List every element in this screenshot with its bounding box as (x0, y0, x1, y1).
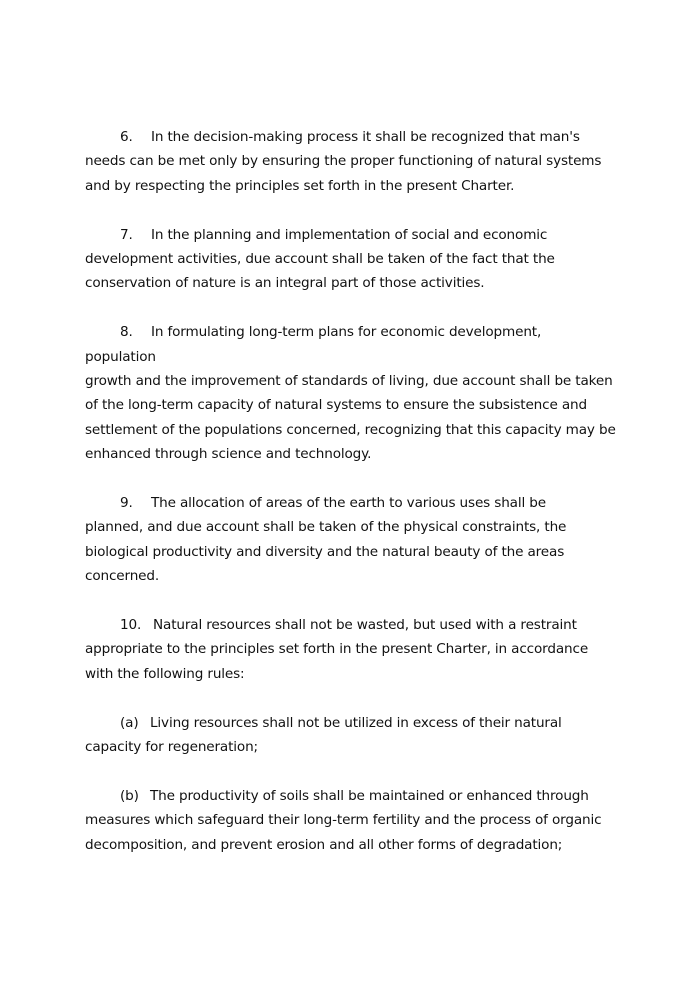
subparagraph-b (85, 784, 610, 857)
paragraph-line (85, 223, 610, 247)
paragraph-text: Natural resources shall not be wasted, but used with a restraint (153, 617, 577, 634)
paragraph-line (85, 125, 610, 149)
paragraph-line (85, 784, 610, 808)
paragraph-number: 10. (120, 617, 142, 634)
paragraph-number: 7. (120, 226, 133, 243)
paragraph-line: development activities, due account shall be taken of the fact that the (85, 251, 555, 268)
paragraph-text: The productivity of soils shall be maintained or enhanced through (150, 787, 589, 804)
paragraph-line (85, 613, 610, 637)
paragraph-line (85, 320, 610, 344)
document-body (85, 125, 616, 881)
paragraph-line: capacity for regeneration; (85, 739, 258, 756)
paragraph-line (85, 711, 610, 735)
paragraph-line: enhanced through science and technology. (85, 446, 372, 463)
paragraph-line: measures which safeguard their long-term fertility and the process of organic (85, 812, 602, 829)
paragraph-line: concerned. (85, 568, 160, 585)
paragraph-line (85, 491, 610, 515)
paragraph-7 (85, 223, 610, 296)
paragraph-line: conservation of nature is an integral part of those activities. (85, 275, 485, 292)
paragraph-6 (85, 125, 610, 198)
paragraph-text: In the decision-making process it shall be recognized that man's (151, 129, 580, 145)
paragraph-line: population (85, 348, 156, 365)
paragraph-line: settlement of the populations concerned, recognizing that this capacity may be (85, 421, 616, 438)
subparagraph-label: (a) (120, 714, 139, 731)
paragraph-9 (85, 491, 610, 589)
paragraph-text: In formulating long-term plans for economic development, (151, 324, 542, 341)
subparagraph-label: (b) (120, 787, 139, 804)
paragraph-number: 9. (120, 495, 133, 512)
paragraph-line: growth and the improvement of standards of living, due account shall be taken (85, 373, 613, 390)
paragraph-number: 8. (120, 324, 133, 341)
paragraph-line: and by respecting the principles set forth in the present Charter. (85, 177, 515, 194)
paragraph-8 (85, 320, 616, 466)
paragraph-text: The allocation of areas of the earth to various uses shall be (151, 495, 546, 512)
subparagraph-a (85, 711, 610, 760)
paragraph-line: needs can be met only by ensuring the proper functioning of natural systems (85, 153, 602, 170)
paragraph-line: appropriate to the principles set forth in the present Charter, in accordance (85, 641, 589, 658)
paragraph-number: 6. (120, 129, 133, 145)
paragraph-line: with the following rules: (85, 665, 245, 682)
paragraph-line: of the long-term capacity of natural systems to ensure the subsistence and (85, 397, 587, 414)
paragraph-line: biological productivity and diversity and the natural beauty of the areas (85, 543, 565, 560)
paragraph-text: In the planning and implementation of social and economic (151, 226, 548, 243)
paragraph-10 (85, 613, 610, 686)
paragraph-line: planned, and due account shall be taken of the physical constraints, the (85, 519, 567, 536)
paragraph-line: decomposition, and prevent erosion and all other forms of degradation; (85, 836, 563, 853)
paragraph-text: Living resources shall not be utilized in excess of their natural (150, 714, 562, 731)
